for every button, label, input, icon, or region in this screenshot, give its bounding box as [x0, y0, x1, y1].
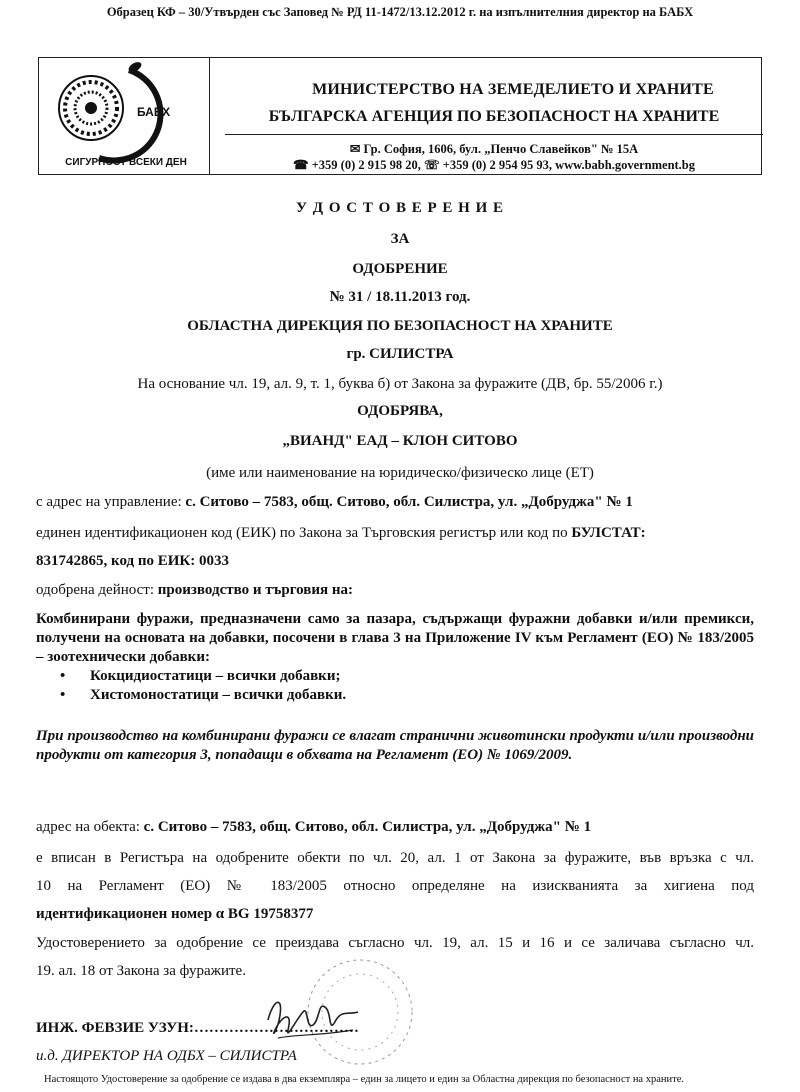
bulstat-label: БУЛСТАТ: [571, 525, 646, 541]
signatory-name: ИНЖ. ФЕВЗИЕ УЗУН:…………………………… [36, 1020, 359, 1036]
header-divider [225, 134, 763, 135]
certificate-number: № 31 / 18.11.2013 год. [329, 289, 471, 305]
register-text-line-2: 10 на Регламент (ЕО) № 183/2005 относно определяне на изискванията за хигиена под [36, 878, 754, 894]
site-address-label: адрес на обекта: [36, 819, 144, 835]
issuing-city: гр. СИЛИСТРА [346, 346, 454, 362]
approved-activity [36, 580, 353, 600]
management-address [36, 492, 633, 512]
list-item: • Хистомоностатици – всички добавки. [58, 686, 346, 705]
additive-list [58, 667, 346, 705]
list-item: • Кокцидиостатици – всички добавки; [58, 667, 346, 686]
site-address [36, 817, 591, 837]
agency-address: ✉ Гр. София, 1606, бул. „Пенчо Славейков" № 15А [349, 142, 639, 156]
management-address-value: с. Ситово – 7583, общ. Ситово, обл. Силистра, ул. „Добруджа" № 1 [185, 494, 633, 510]
issuing-directorate: ОБЛАСТНА ДИРЕКЦИЯ ПО БЕЗОПАСНОСТ НА ХРАНИТЕ [187, 318, 613, 334]
director-title: и.д. ДИРЕКТОР НА ОДБХ – СИЛИСТРА [36, 1048, 297, 1064]
form-reference-note: Образец КФ – 30/Утвърден със Заповед № РД 11-1472/13.12.2012 г. на изпълнителния директор на БАБХ [106, 5, 694, 19]
footer-note: Настоящото Удостоверение за одобрение се издава в два екземпляра – един за лицето и един за Областна дирекция по безопасност на храните. [44, 1074, 684, 1085]
agency-contacts: ☎ +359 (0) 2 915 98 20, ☏ +359 (0) 2 954 95 93, www.babh.government.bg [292, 158, 696, 172]
logo-text: БАБХ [137, 105, 171, 119]
site-address-value: с. Ситово – 7583, общ. Ситово, обл. Силистра, ул. „Добруджа" № 1 [143, 819, 592, 835]
identification-number: идентификационен номер α BG 19758377 [36, 906, 314, 922]
feed-description: Комбинирани фуражи, предназначени само за пазара, съдържащи фуражни добавки и/или премикси, получени на основата на добавки, посочени в глава 3 на Приложение IV към Регламент (ЕО) № 183/2005 – зоотехнически добавки: [36, 611, 754, 665]
eik-line [36, 523, 646, 543]
activity-label: одобрена дейност: [36, 582, 158, 598]
title-for: ЗА [390, 231, 410, 247]
activity-value: производство и търговия на: [157, 582, 354, 598]
register-text-line-1: е вписан в Регистъра на одобрените обекти по чл. 20, ал. 1 от Закона за фуражите, във връзка с чл. [36, 850, 754, 866]
logo-slogan: СИГУРНОСТ ВСЕКИ ДЕН [65, 157, 187, 168]
eik-text: единен идентификационен код (ЕИК) по Закона за Търговския регистър или код по [36, 525, 572, 541]
agency-logo [39, 58, 210, 174]
company-name: „ВИАНД" ЕАД – КЛОН СИТОВО [282, 433, 518, 449]
document-title: У Д О С Т О В Е Р Е Н И Е [295, 200, 505, 216]
legal-basis: На основание чл. 19, ал. 9, т. 1, буква б) от Закона за фуражите (ДВ, бр. 55/2006 г.) [137, 376, 663, 392]
reissue-text-line-1: Удостоверението за одобрение се преиздава съгласно чл. 19, ал. 15 и 16 и се заличава съгласно чл. [36, 935, 754, 951]
letterhead [38, 57, 762, 175]
reissue-text-line-2: 19. ал. 18 от Закона за фуражите. [36, 963, 246, 979]
company-caption: (име или наименование на юридическо/физическо лице (ЕТ) [206, 465, 594, 481]
agency-name: БЪЛГАРСКА АГЕНЦИЯ ПО БЕЗОПАСНОСТ НА ХРАНИТЕ [268, 108, 720, 125]
ministry-name: МИНИСТЕРСТВО НА ЗЕМЕДЕЛИЕТО И ХРАНИТЕ [312, 81, 714, 98]
eik-value: 831742865, код по ЕИК: 0033 [36, 553, 230, 569]
animal-byproducts-note: При производство на комбинирани фуражи се влагат странични животински продукти и/или производни продукти от категория 3, попадащи в обхвата на Регламент (ЕО) № 1069/2009. [36, 728, 754, 763]
management-address-label: с адрес на управление: [36, 494, 186, 510]
title-approval: ОДОБРЕНИЕ [352, 261, 448, 277]
approves-heading: ОДОБРЯВА, [357, 403, 443, 419]
